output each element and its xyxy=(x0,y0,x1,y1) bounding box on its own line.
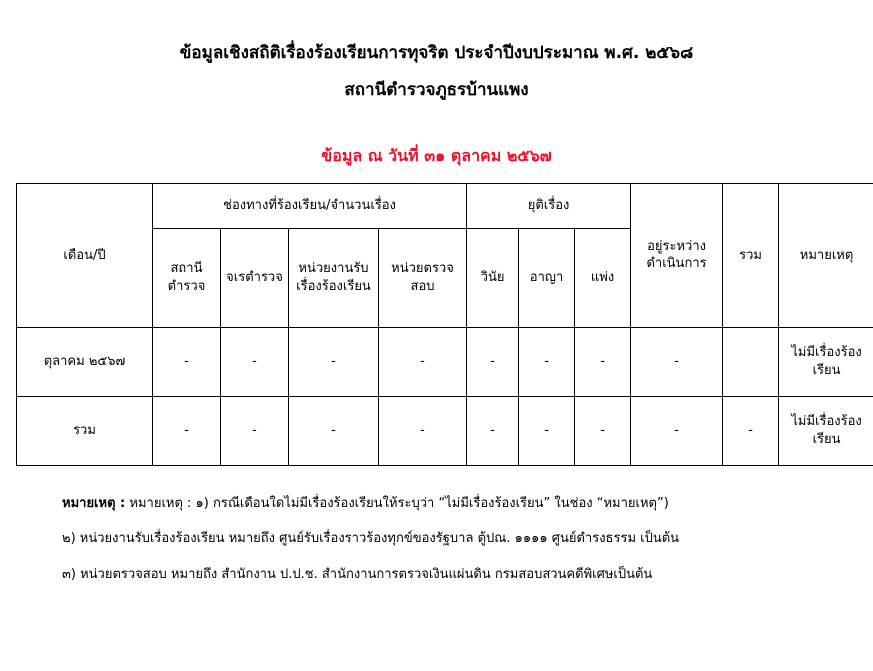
cell-remark: ไม่มีเรื่องร้องเรียน xyxy=(779,327,873,396)
cell-civil: - xyxy=(575,396,631,465)
note-item-3: ๓) หน่วยตรวจสอบ หมายถึง สำนักงาน ป.ป.ช. สำนักงานการตรวจเงินแผ่นดิน กรมสอบสวนคดีพิเศษเป็นต้น xyxy=(62,566,653,582)
table-header-row-1 xyxy=(17,183,873,228)
cell-complaint-agency: - xyxy=(289,396,379,465)
cell-police-station: - xyxy=(153,327,221,396)
note-item-2: ๒) หน่วยงานรับเรื่องร้องเรียน หมายถึง ศูนย์รับเรื่องราวร้องทุกข์ของรัฐบาล ตู้ปณ. ๑๑๑๑ ศูนย์ดำรงธรรม เป็นต้น xyxy=(62,531,680,547)
cell-criminal: - xyxy=(519,327,575,396)
as-of-date: ข้อมูล ณ วันที่ ๓๑ ตุลาคม ๒๕๖๗ xyxy=(321,145,552,165)
header-in-progress: อยู่ระหว่างดำเนินการ xyxy=(631,183,723,327)
header-channel-group: ช่องทางที่ร้องเรียน/จำนวนเรื่อง xyxy=(153,183,467,228)
cell-in-progress: - xyxy=(631,396,723,465)
header-month-year: เดือน/ปี xyxy=(17,183,153,327)
note-item-1 xyxy=(62,494,857,514)
page-title: ข้อมูลเชิงสถิติเรื่องร้องเรียนการทุจริต ประจำปีงบประมาณ พ.ศ. ๒๕๖๘ xyxy=(179,43,694,63)
cell-disciplinary: - xyxy=(467,327,519,396)
statistics-table-wrap xyxy=(16,183,862,466)
cell-civil: - xyxy=(575,327,631,396)
cell-remark: ไม่มีเรื่องร้องเรียน xyxy=(779,396,873,465)
cell-audit-unit: - xyxy=(379,327,467,396)
note-text-1: หมายเหตุ : ๑) กรณีเดือนใดไม่มีเรื่องร้องเรียนให้ระบุว่า “ไม่มีเรื่องร้องเรียน” ในช่อง “หมายเหตุ”) xyxy=(129,495,669,511)
header-sub-police-station: สถานีตำรวจ xyxy=(153,228,221,327)
cell-in-progress: - xyxy=(631,327,723,396)
cell-total xyxy=(723,327,779,396)
header-sub-audit-unit: หน่วยตรวจสอบ xyxy=(379,228,467,327)
notes-section xyxy=(62,494,857,585)
notes-label: หมายเหตุ : xyxy=(62,495,126,511)
table-row xyxy=(17,396,873,465)
title-block xyxy=(0,0,873,102)
header-sub-complaint-agency: หน่วยงานรับเรื่องร้องเรียน xyxy=(289,228,379,327)
table-row xyxy=(17,327,873,396)
header-sub-inspector-general: จเรตำรวจ xyxy=(221,228,289,327)
statistics-table xyxy=(16,183,873,466)
cell-complaint-agency: - xyxy=(289,327,379,396)
cell-inspector-general: - xyxy=(221,396,289,465)
cell-disciplinary: - xyxy=(467,396,519,465)
cell-month-year: ตุลาคม ๒๕๖๗ xyxy=(17,327,153,396)
header-sub-criminal: อาญา xyxy=(519,228,575,327)
header-total: รวม xyxy=(723,183,779,327)
cell-criminal: - xyxy=(519,396,575,465)
header-sub-civil: แพ่ง xyxy=(575,228,631,327)
cell-police-station: - xyxy=(153,396,221,465)
header-finished-group: ยุติเรื่อง xyxy=(467,183,631,228)
cell-audit-unit: - xyxy=(379,396,467,465)
cell-total: - xyxy=(723,396,779,465)
cell-month-year: รวม xyxy=(17,396,153,465)
page-subtitle: สถานีตำรวจภูธรบ้านแพง xyxy=(344,79,529,100)
cell-inspector-general: - xyxy=(221,327,289,396)
header-sub-disciplinary: วินัย xyxy=(467,228,519,327)
header-remark: หมายเหตุ xyxy=(779,183,873,327)
